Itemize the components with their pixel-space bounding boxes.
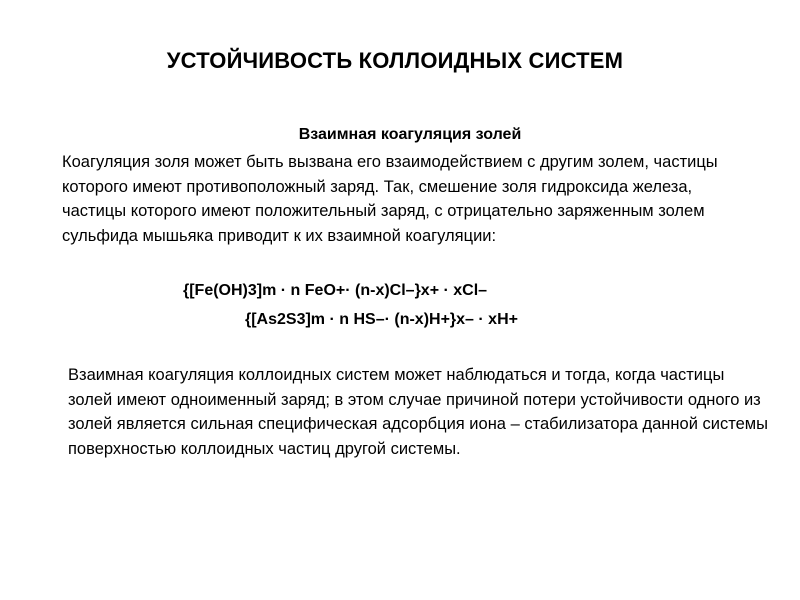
formula-iron-hydroxide-micelle: {[Fe(OH)3]m · n FeO+· (n-x)Cl–}x+ · xCl– <box>183 282 488 299</box>
formula-arsenic-sulfide-micelle: {[As2S3]m · n HS–· (n-x)H+}x– · xH+ <box>245 311 518 328</box>
slide-title: УСТОЙЧИВОСТЬ КОЛЛОИДНЫХ СИСТЕМ <box>166 48 624 73</box>
paragraph-mutual-coagulation: Коагуляция золя может быть вызвана его взаимодействием с другим золем, частицы которого имеют противоположный заряд. Так, смешение золя гидроксида железа, частицы которого имеют положительный заряд, с отрицательно заряженным золем сульфида мышьяка приводит к их взаимной коагуляции: <box>62 153 718 245</box>
paragraph-same-charge-coagulation: Взаимная коагуляция коллоидных систем может наблюдаться и тогда, когда частицы золей имеют одноименный заряд; в этом случае причиной потери устойчивости одного из золей является сильная специфическая адсорбция иона – стабилизатора данной системы поверхностью коллоидных частиц другой системы. <box>68 366 768 458</box>
slide-subtitle: Взаимная коагуляция золей <box>298 126 522 143</box>
